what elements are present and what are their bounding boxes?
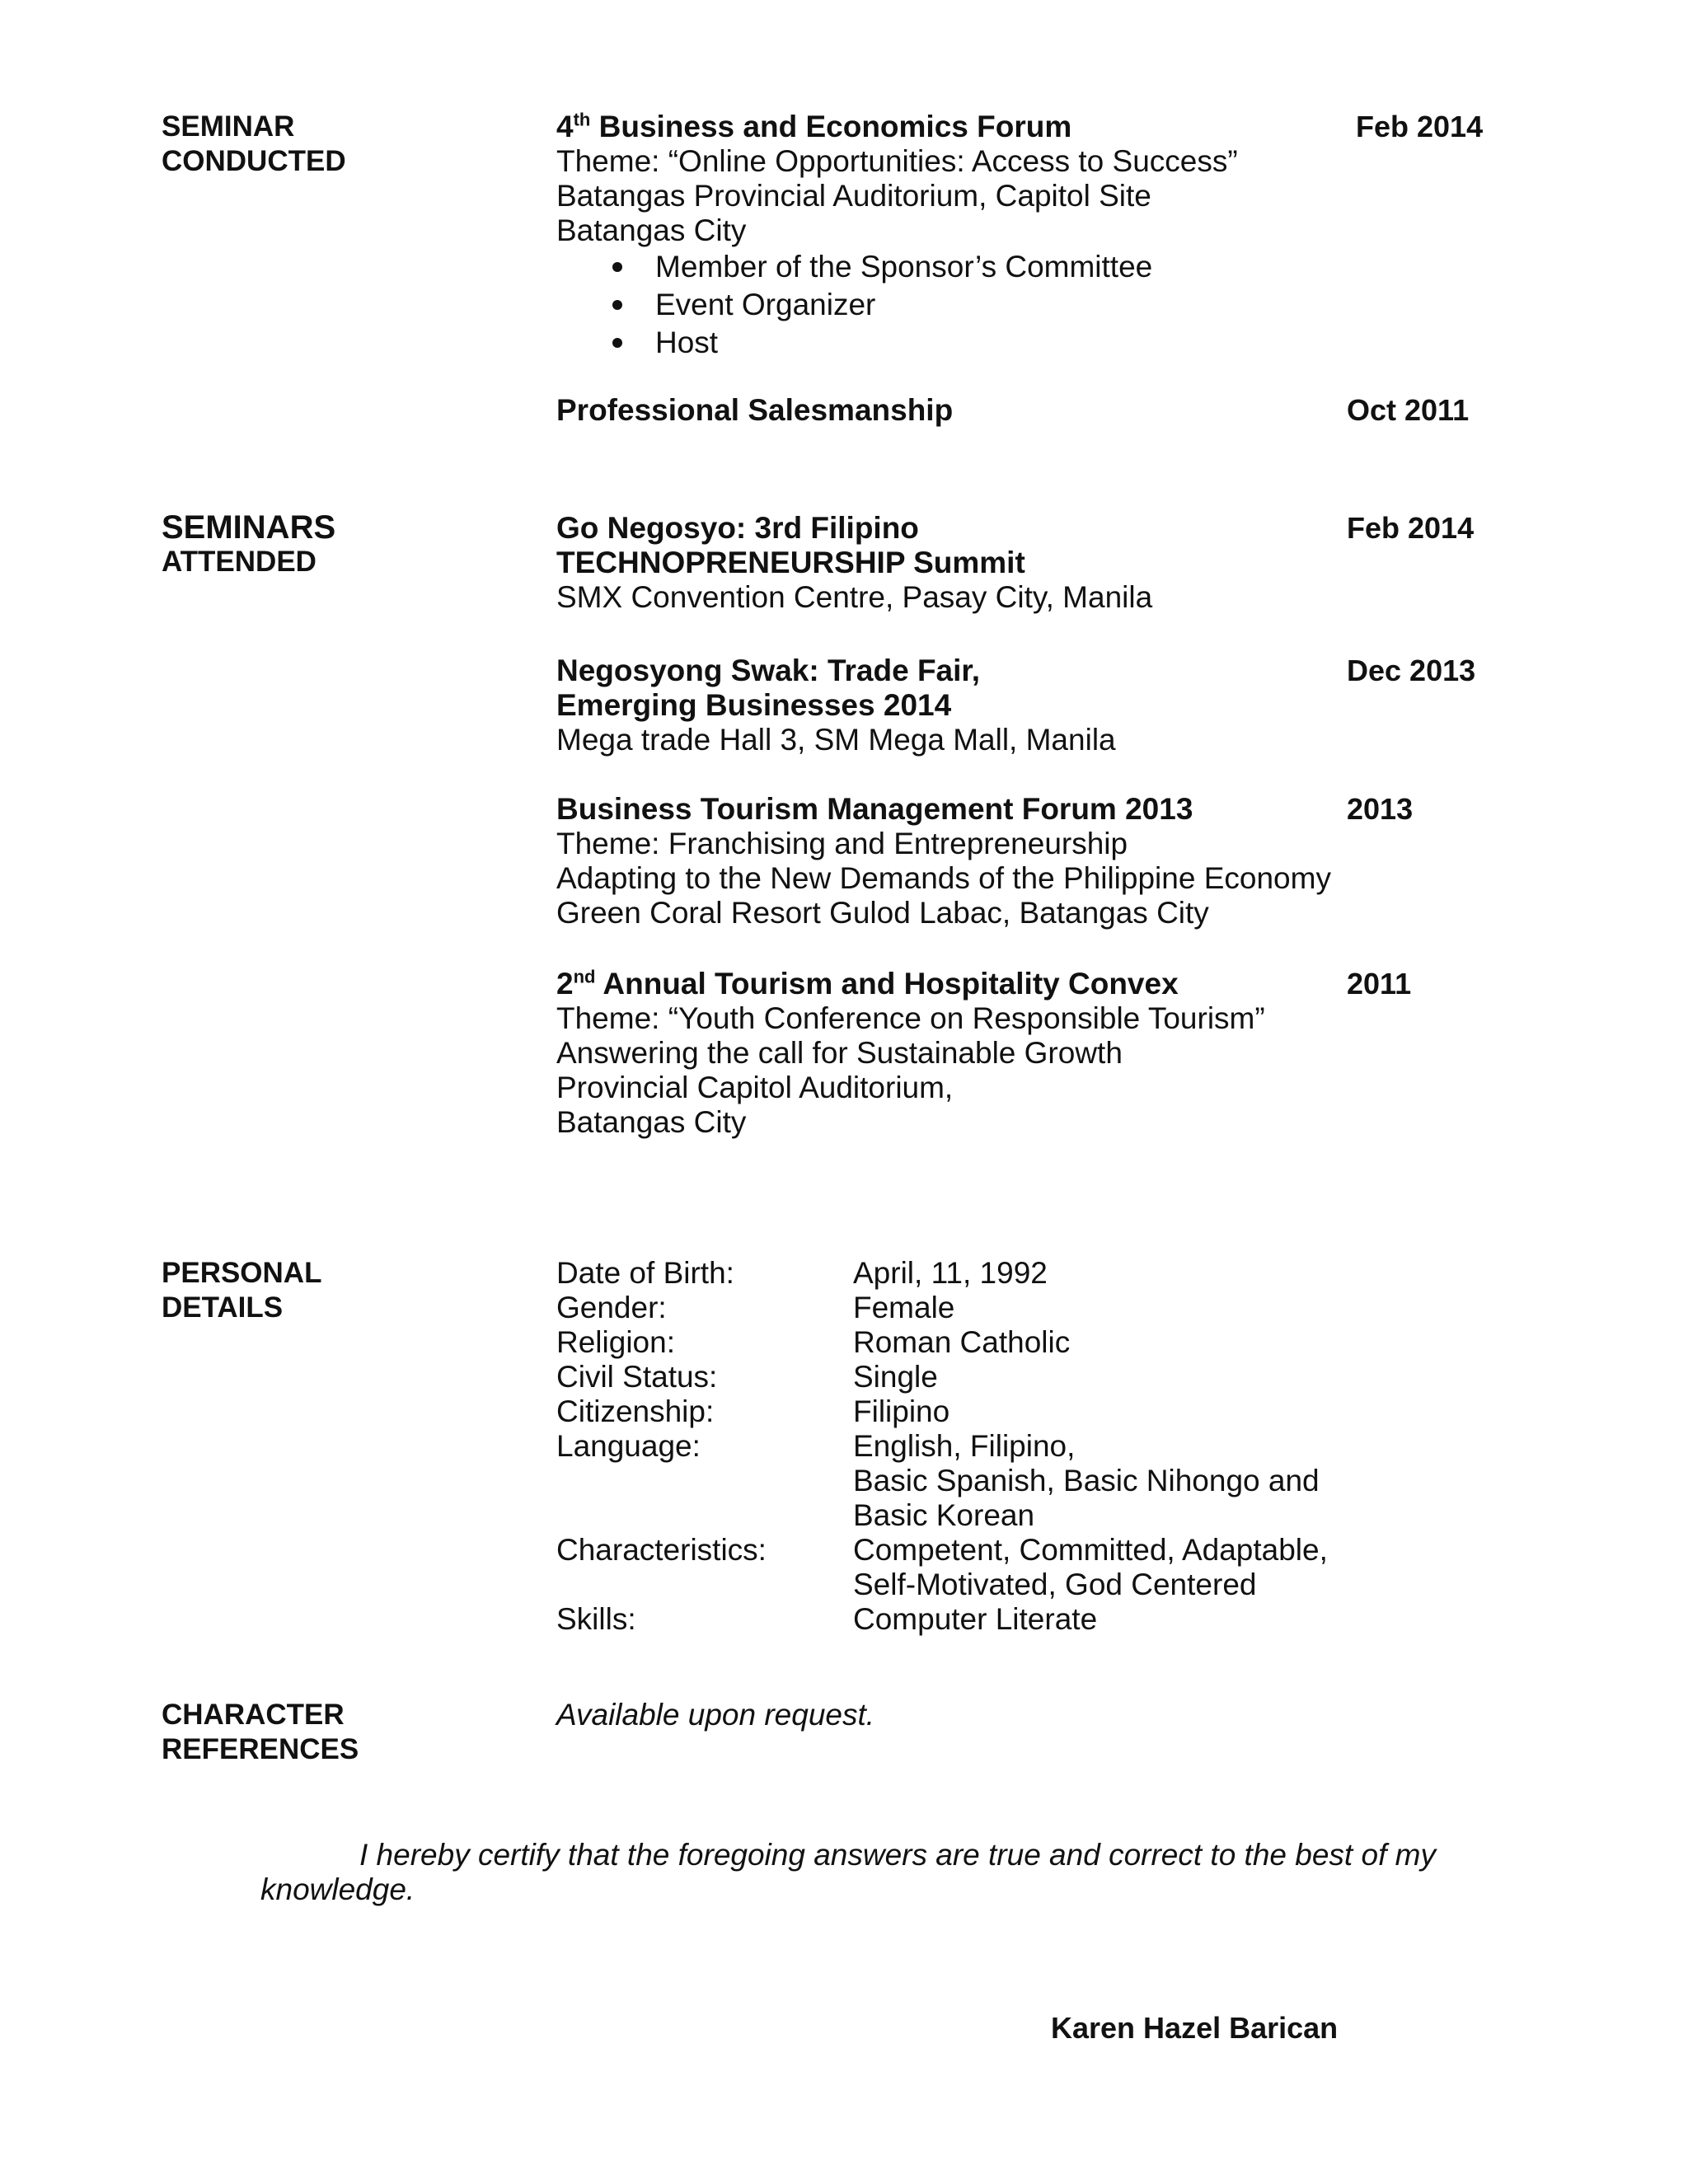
- heading-seminars-attended: SEMINARS ATTENDED: [162, 509, 336, 578]
- event-theme: Theme: “Online Opportunities: Access to Success”: [556, 144, 1238, 178]
- heading-personal-details: PERSONAL DETAILS: [162, 1257, 322, 1324]
- signature-name: Karen Hazel Barican: [1051, 2011, 1339, 2045]
- event-date: Oct 2011: [1347, 393, 1470, 427]
- event-date: 2011: [1347, 967, 1412, 1001]
- table-row: Religion: Roman Catholic: [556, 1325, 1071, 1359]
- event-title: 4th Business and Economics Forum: [556, 109, 1072, 143]
- table-row: Civil Status: Single: [556, 1360, 938, 1394]
- table-row: Gender: Female: [556, 1291, 955, 1324]
- event-go-negosyo: Go Negosyo: 3rd Filipino TECHNOPRENEURSHIP Summit SMX Convention Centre, Pasay City, Manila: [556, 511, 1153, 614]
- table-row: Basic Spanish, Basic Nihongo and: [853, 1464, 1320, 1497]
- character-references-text: Available upon request.: [556, 1698, 875, 1732]
- personal-details-table: [556, 1256, 1545, 1637]
- event-professional-salesmanship: Professional Salesmanship: [556, 393, 954, 427]
- heading-seminar-conducted: SEMINAR CONDUCTED: [162, 110, 346, 177]
- table-row: Characteristics: Competent, Committed, Adaptable,: [556, 1533, 1328, 1567]
- bullet-icon: [612, 338, 622, 348]
- list-item: Event Organizer: [556, 286, 1545, 324]
- event-tourism-hospitality-convex: 2nd Annual Tourism and Hospitality Convex Theme: “Youth Conference on Responsible Tourism” Answering the call for Sustainable Growth Provincial Capitol Auditorium, Batangas City: [556, 966, 1265, 1139]
- heading-character-references: CHARACTER REFERENCES: [162, 1699, 359, 1765]
- event-date: Feb 2014: [1356, 110, 1484, 143]
- event-negosyong-swak: Negosyong Swak: Trade Fair, Emerging Businesses 2014 Mega trade Hall 3, SM Mega Mall, Manila: [556, 654, 1116, 757]
- certification-statement: I hereby certify that the foregoing answers are true and correct to the best of my knowledge.: [260, 1838, 1436, 1906]
- event-business-economics-forum: [556, 110, 1545, 362]
- event-city: Batangas City: [556, 213, 747, 247]
- event-date: Dec 2013: [1347, 654, 1476, 687]
- table-row: Self-Motivated, God Centered: [853, 1568, 1257, 1601]
- table-row: Basic Korean: [853, 1498, 1035, 1532]
- bullet-icon: [612, 262, 622, 272]
- event-date: 2013: [1347, 792, 1414, 826]
- table-row: Date of Birth: April, 11, 1992: [556, 1256, 1048, 1290]
- event-business-tourism-forum: Business Tourism Management Forum 2013 Theme: Franchising and Entrepreneurship Adapting to the New Demands of the Philippine Economy Green Coral Resort Gulod Labac, Batangas City: [556, 792, 1331, 930]
- bullet-icon: [612, 300, 622, 310]
- table-row: Citizenship: Filipino: [556, 1394, 950, 1428]
- table-row: Skills: Computer Literate: [556, 1602, 1098, 1636]
- list-item: Host: [556, 324, 1545, 362]
- event-venue: Batangas Provincial Auditorium, Capitol Site: [556, 179, 1151, 213]
- event-date: Feb 2014: [1347, 511, 1475, 545]
- list-item: Member of the Sponsor’s Committee: [556, 248, 1545, 286]
- table-row: Language: English, Filipino,: [556, 1429, 1076, 1463]
- role-list: [556, 248, 1545, 362]
